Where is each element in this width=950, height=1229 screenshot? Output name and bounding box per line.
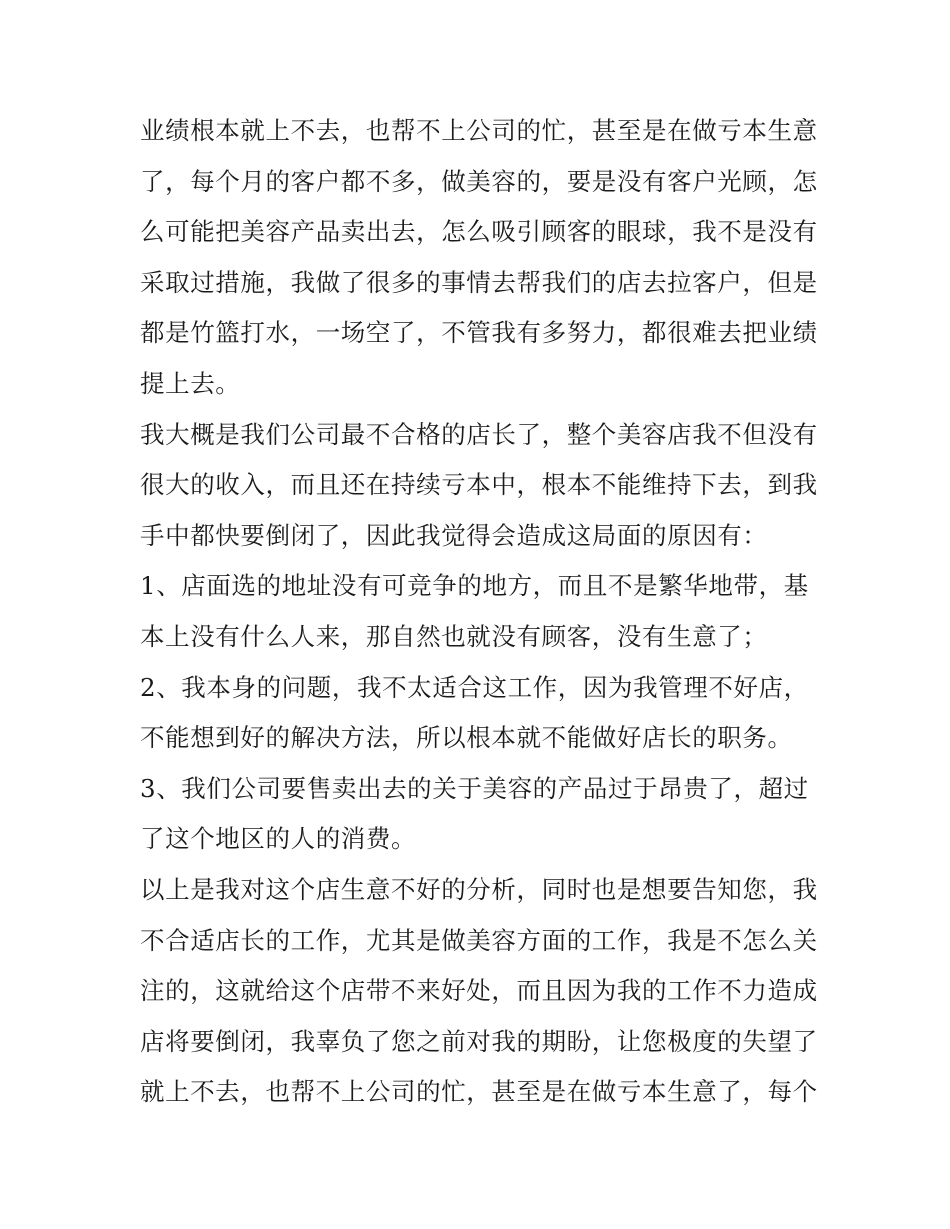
list-item-2: 2、我本身的问题，我不太适合这工作，因为我管理不好店，: [140, 672, 809, 702]
text-line: 本上没有什么人来，那自然也就没有顾客，没有生意了；: [140, 621, 768, 651]
list-item-1: 1、店面选的地址没有可竞争的地方，而且不是繁华地带，基: [140, 571, 809, 601]
text-line: 采取过措施，我做了很多的事情去帮我们的店去拉客户，但是: [140, 267, 818, 297]
document-body: [140, 106, 820, 1118]
text-line: 都是竹篮打水，一场空了，不管我有多努力，都很难去把业绩: [140, 318, 818, 348]
text-line: 么可能把美容产品卖出去，怎么吸引顾客的眼球，我不是没有: [140, 217, 818, 247]
text-line: 很大的收入，而且还在持续亏本中，根本不能维持下去，到我: [140, 470, 818, 500]
text-line: 提上去。: [140, 368, 241, 398]
text-line: 就上不去，也帮不上公司的忙，甚至是在做亏本生意了，每个: [140, 1077, 818, 1107]
text-line: 了，每个月的客户都不多，做美容的，要是没有客户光顾，怎: [140, 166, 818, 196]
text-line: 我大概是我们公司最不合格的店长了，整个美容店我不但没有: [140, 419, 818, 449]
text-line: 以上是我对这个店生意不好的分析，同时也是想要告知您，我: [140, 874, 818, 904]
text-line: 手中都快要倒闭了，因此我觉得会造成这局面的原因有：: [140, 520, 768, 550]
text-line: 了这个地区的人的消费。: [140, 824, 417, 854]
text-line: 注的，这就给这个店带不来好处，而且因为我的工作不力造成: [140, 976, 818, 1006]
text-line: 业绩根本就上不去，也帮不上公司的忙，甚至是在做亏本生意: [140, 116, 818, 145]
text-line: 不能想到好的解决方法，所以根本就不能做好店长的职务。: [140, 723, 793, 753]
list-item-3: 3、我们公司要售卖出去的关于美容的产品过于昂贵了，超过: [140, 773, 809, 803]
text-line: 不合适店长的工作，尤其是做美容方面的工作，我是不怎么关: [140, 925, 818, 955]
text-line: 店将要倒闭，我辜负了您之前对我的期盼，让您极度的失望了: [140, 1026, 818, 1056]
